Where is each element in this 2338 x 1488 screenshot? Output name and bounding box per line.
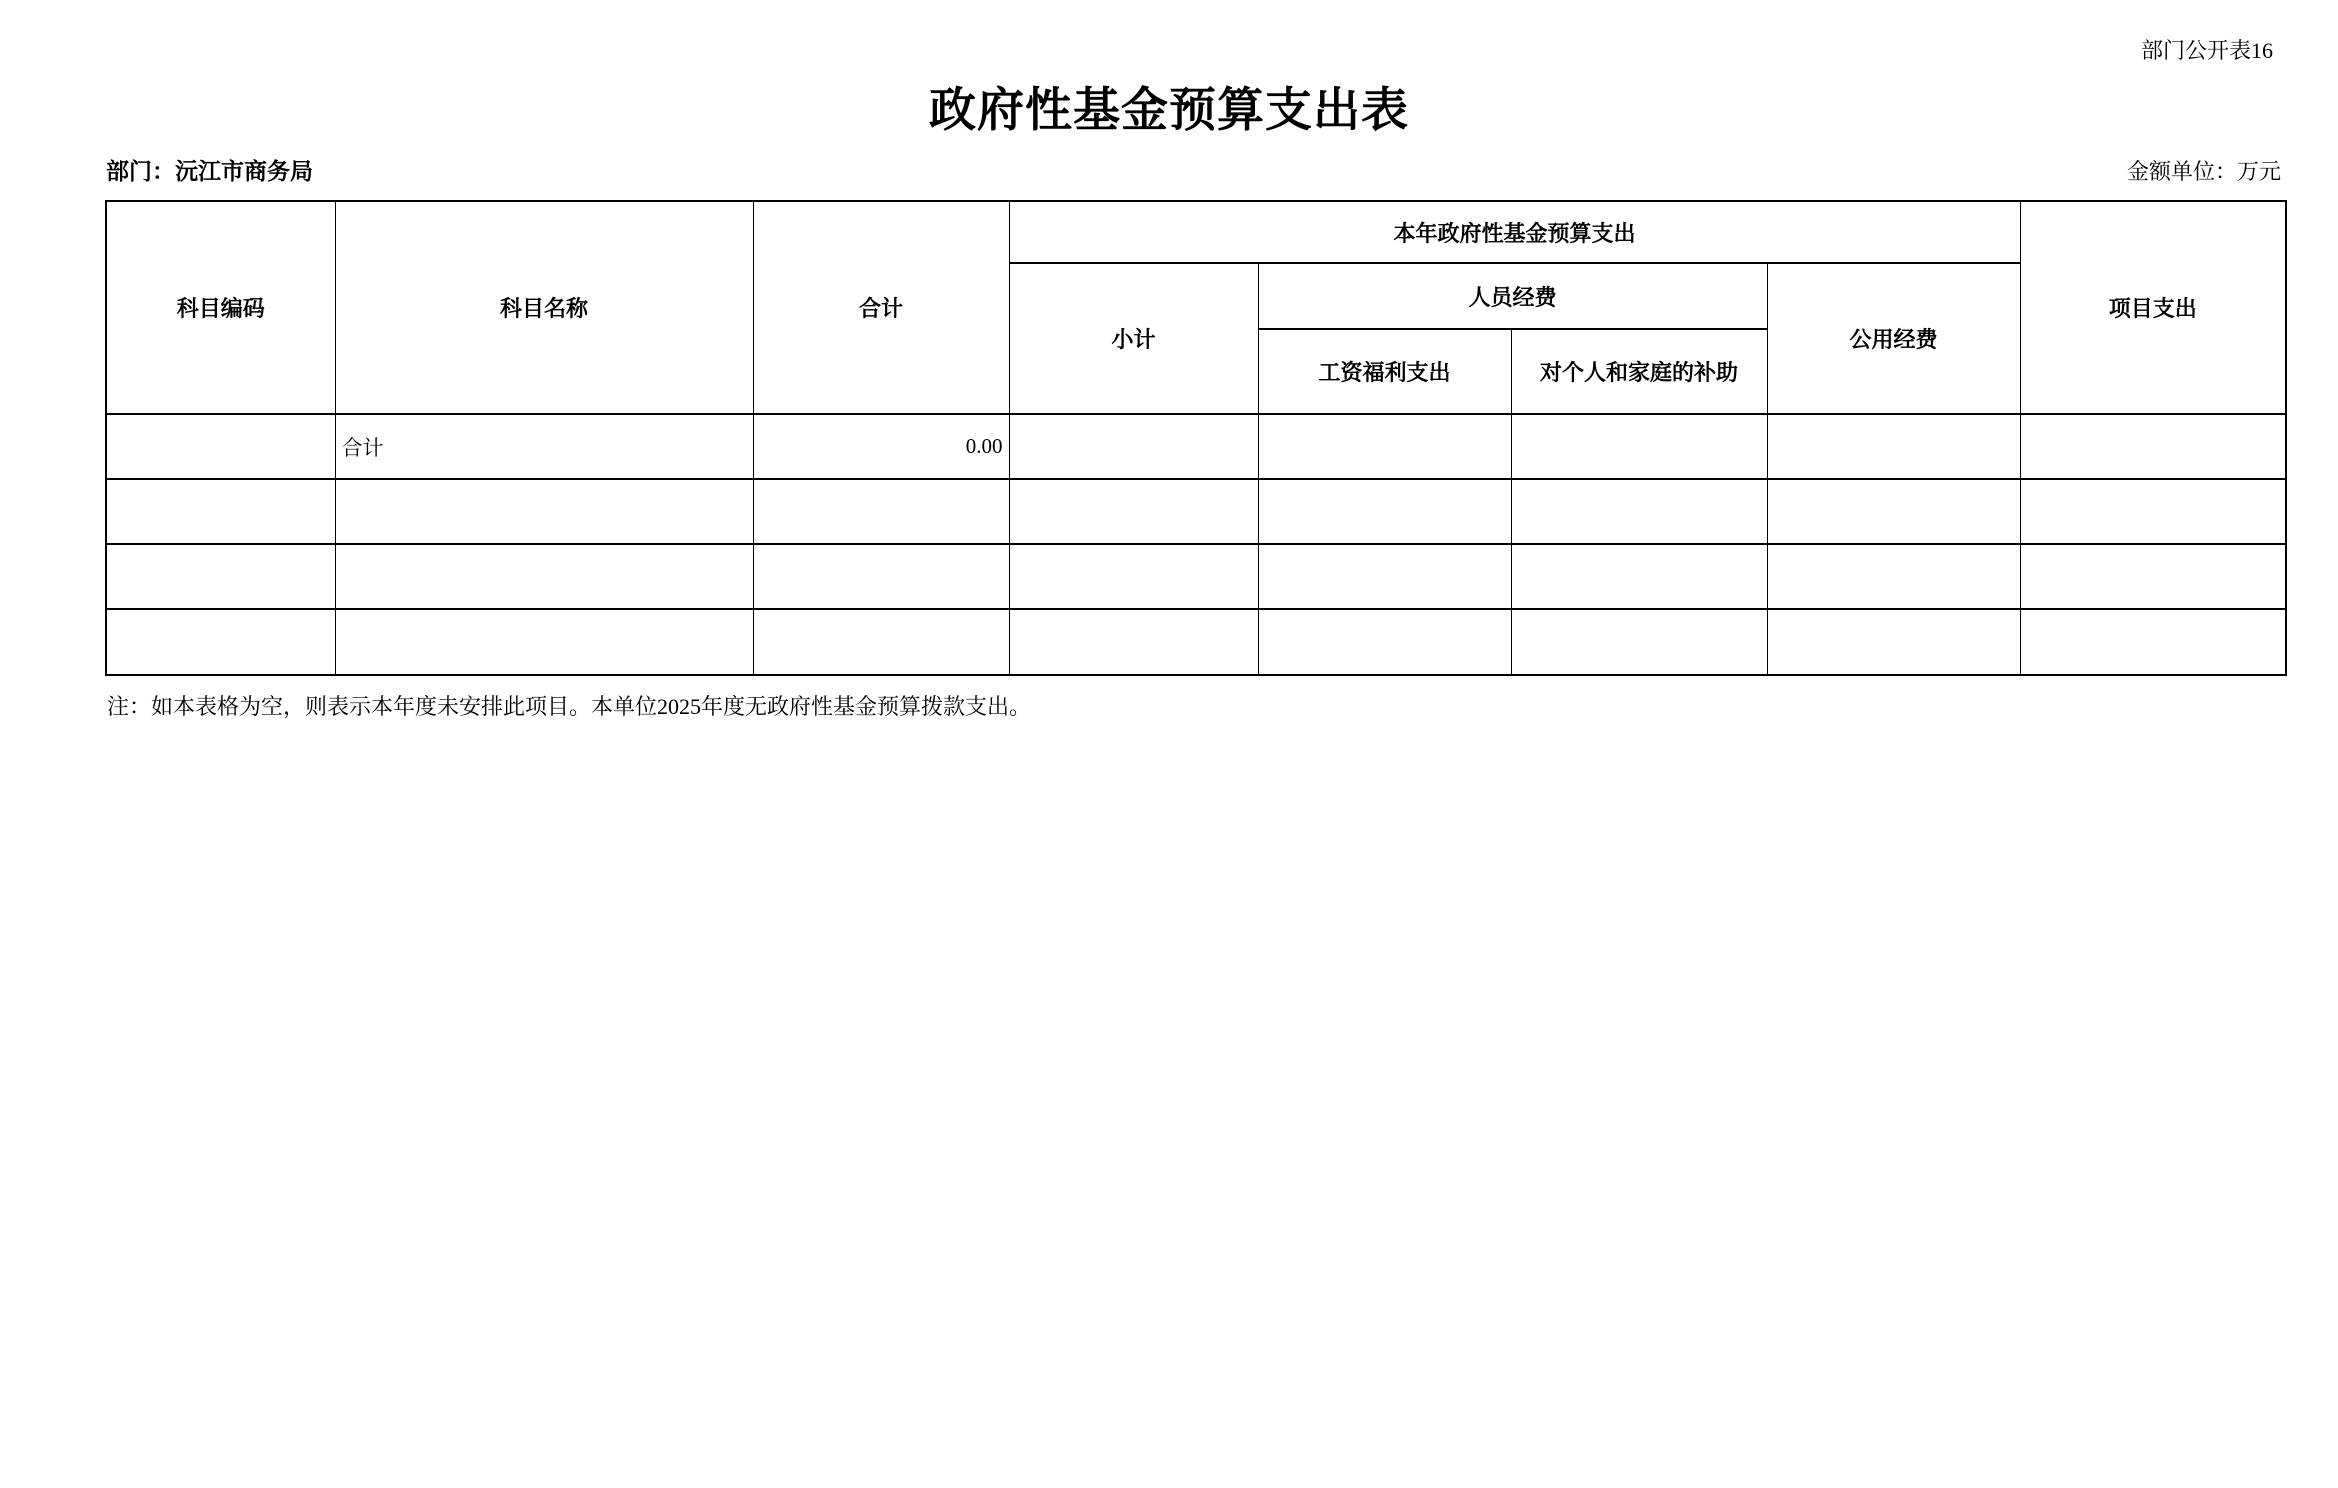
cell-code bbox=[106, 609, 335, 675]
page-title: 政府性基金预算支出表 bbox=[929, 85, 1409, 137]
header-subject-code: 科目编码 bbox=[106, 201, 335, 414]
cell-project bbox=[2020, 414, 2286, 479]
header-personnel-group: 人员经费 bbox=[1258, 263, 1767, 329]
cell-code bbox=[106, 544, 335, 609]
cell-total bbox=[753, 544, 1009, 609]
header-subject-name: 科目名称 bbox=[335, 201, 753, 414]
cell-total bbox=[753, 609, 1009, 675]
cell-code bbox=[106, 479, 335, 544]
doc-label: 部门公开表16 bbox=[2140, 38, 2273, 63]
cell-subsidy bbox=[1511, 609, 1767, 675]
header-total: 合计 bbox=[753, 201, 1009, 414]
cell-wage bbox=[1258, 479, 1511, 544]
cell-total: 0.00 bbox=[753, 414, 1009, 479]
department-label: 部门：沅江市商务局 bbox=[106, 159, 313, 184]
header-current-year-group: 本年政府性基金预算支出 bbox=[1009, 201, 2020, 263]
cell-project bbox=[2020, 609, 2286, 675]
cell-public bbox=[1767, 479, 2020, 544]
header-wage-welfare: 工资福利支出 bbox=[1258, 329, 1511, 414]
cell-subtotal bbox=[1009, 609, 1258, 675]
cell-public bbox=[1767, 609, 2020, 675]
table-row bbox=[106, 414, 2286, 479]
cell-public bbox=[1767, 414, 2020, 479]
table-row bbox=[106, 609, 2286, 675]
cell-wage bbox=[1258, 609, 1511, 675]
header-row-1 bbox=[106, 201, 2286, 263]
cell-public bbox=[1767, 544, 2020, 609]
cell-subtotal bbox=[1009, 414, 1258, 479]
cell-name bbox=[335, 609, 753, 675]
cell-code bbox=[106, 414, 335, 479]
cell-subtotal bbox=[1009, 544, 1258, 609]
cell-project bbox=[2020, 479, 2286, 544]
unit-label: 金额单位：万元 bbox=[2126, 159, 2281, 184]
cell-total bbox=[753, 479, 1009, 544]
header-family-subsidy: 对个人和家庭的补助 bbox=[1511, 329, 1767, 414]
cell-subsidy bbox=[1511, 479, 1767, 544]
header-public-funds: 公用经费 bbox=[1767, 263, 2020, 414]
cell-subsidy bbox=[1511, 544, 1767, 609]
header-project: 项目支出 bbox=[2020, 201, 2286, 414]
header-subtotal: 小计 bbox=[1009, 263, 1258, 414]
footnote: 注：如本表格为空，则表示本年度未安排此项目。本单位2025年度无政府性基金预算拨款支出。 bbox=[107, 694, 1032, 719]
table-row bbox=[106, 544, 2286, 609]
cell-name: 合计 bbox=[335, 414, 753, 479]
cell-name bbox=[335, 544, 753, 609]
budget-table bbox=[105, 200, 2287, 676]
cell-wage bbox=[1258, 544, 1511, 609]
table-row bbox=[106, 479, 2286, 544]
cell-subsidy bbox=[1511, 414, 1767, 479]
cell-project bbox=[2020, 544, 2286, 609]
cell-wage bbox=[1258, 414, 1511, 479]
cell-name bbox=[335, 479, 753, 544]
cell-subtotal bbox=[1009, 479, 1258, 544]
